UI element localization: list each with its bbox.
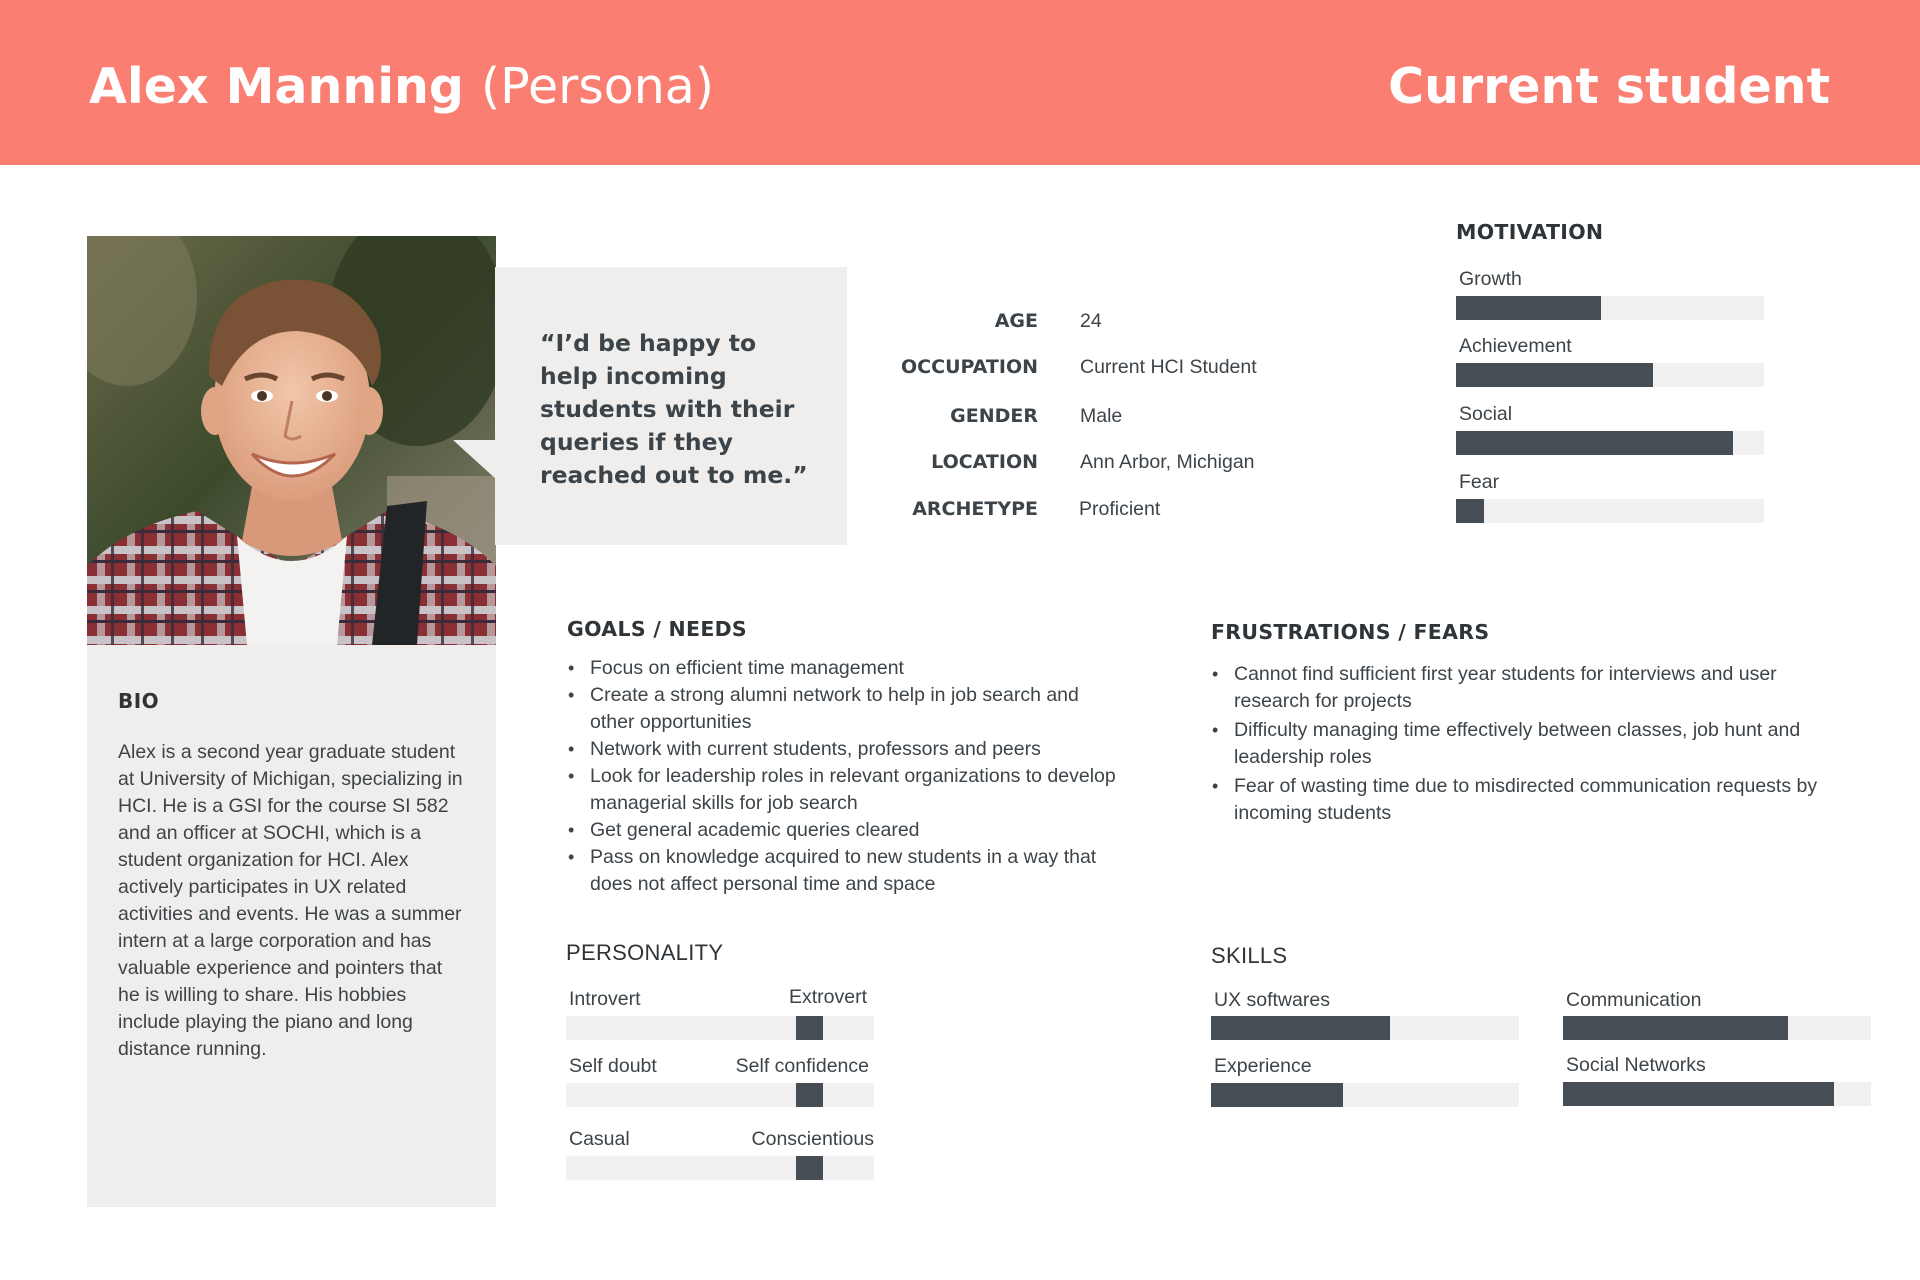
quote-text: “I’d be happy to help incoming students with their queries if they reached out to me.” [540, 329, 808, 489]
list-item: • Cannot find sufficient first year students for interviews and user research for projects [1211, 661, 1821, 715]
skill-bar-fill [1563, 1016, 1788, 1040]
quote-pointer [453, 440, 497, 480]
personality-marker [796, 1083, 823, 1107]
skill-bar [1211, 1083, 1519, 1107]
fact-label: LOCATION [931, 451, 1038, 473]
bio-text: Alex is a second year graduate student at University of Michigan, specializing in HCI. He is a GSI for the course SI 582 and an officer at SOCHI, which is a student organization for HCI. Alex actively participates in UX related activities and events. He was a summer intern at a large corporation and has valuable experience and pointers that he is willing to share. His hobbies include playing the piano and long distance running. [118, 741, 463, 1060]
skill-label: Social Networks [1566, 1054, 1706, 1076]
skill-bar [1211, 1016, 1519, 1040]
persona-name [89, 58, 714, 115]
list-item: • Fear of wasting time due to misdirected communication requests by incoming students [1211, 773, 1821, 827]
personality-slider [566, 1083, 874, 1107]
fact-value: Ann Arbor, Michigan [1080, 451, 1255, 473]
motivation-label: Social [1459, 403, 1513, 425]
skill-label: UX softwares [1214, 989, 1330, 1011]
list-item: • Create a strong alumni network to help in job search and other opportunities [567, 682, 1127, 736]
goals-title: GOALS / NEEDS [567, 617, 748, 641]
personality-left-label: Introvert [569, 988, 641, 1010]
list-item: • Pass on knowledge acquired to new students in a way that does not affect personal time and space [567, 844, 1127, 898]
motivation-bar-fill [1456, 296, 1601, 320]
fact-value: Male [1080, 405, 1123, 427]
fact-value: 24 [1080, 310, 1102, 332]
skill-bar [1563, 1082, 1871, 1106]
skills-title: SKILLS [1211, 943, 1288, 968]
skill-bar-fill [1211, 1083, 1343, 1107]
list-item: • Focus on efficient time management [567, 655, 1127, 682]
frustrations-title: FRUSTRATIONS / FEARS [1211, 620, 1490, 644]
motivation-label: Growth [1459, 268, 1522, 290]
fact-value: Current HCI Student [1080, 356, 1257, 378]
motivation-bar [1456, 363, 1764, 387]
bio-title: BIO [118, 689, 160, 713]
personality-right-label: Extrovert [788, 986, 867, 1008]
personality-right-label: Conscientious [751, 1128, 874, 1150]
skill-bar [1563, 1016, 1871, 1040]
motivation-bar-fill [1456, 431, 1733, 455]
goals-list [567, 655, 1127, 898]
bio-panel [87, 645, 496, 1207]
fact-value: Proficient [1079, 498, 1161, 520]
skill-bar-fill [1563, 1082, 1834, 1106]
list-item: • Look for leadership roles in relevant organizations to develop managerial skills for job search [567, 763, 1127, 817]
persona-role: Current student [1388, 58, 1830, 115]
list-item: • Difficulty managing time effectively between classes, job hunt and leadership roles [1211, 717, 1821, 771]
quote-box [495, 267, 847, 545]
personality-slider [566, 1016, 874, 1040]
motivation-bar [1456, 499, 1764, 523]
personality-title: PERSONALITY [566, 940, 724, 965]
list-item: • Network with current students, professors and peers [567, 736, 1127, 763]
motivation-bar-fill [1456, 499, 1484, 523]
personality-marker [796, 1016, 823, 1040]
skill-bar-fill [1211, 1016, 1390, 1040]
fact-label: GENDER [950, 405, 1038, 427]
fact-label: AGE [994, 310, 1038, 332]
header-banner [0, 0, 1920, 165]
motivation-bar [1456, 431, 1764, 455]
list-item: • Get general academic queries cleared [567, 817, 1127, 844]
skill-label: Experience [1214, 1055, 1312, 1077]
portrait-illustration [87, 236, 496, 645]
personality-marker [796, 1156, 823, 1180]
motivation-title: MOTIVATION [1456, 220, 1604, 244]
fact-label: ARCHETYPE [912, 498, 1038, 520]
fact-label: OCCUPATION [901, 356, 1038, 378]
personality-left-label: Casual [569, 1128, 630, 1150]
personality-left-label: Self doubt [569, 1055, 657, 1077]
portrait-photo [87, 236, 496, 645]
motivation-label: Fear [1459, 471, 1500, 493]
personality-right-label: Self confidence [735, 1055, 869, 1077]
motivation-bar [1456, 296, 1764, 320]
personality-slider [566, 1156, 874, 1180]
motivation-bar-fill [1456, 363, 1653, 387]
motivation-label: Achievement [1459, 335, 1572, 357]
persona-name-text: Alex Manning [89, 58, 464, 115]
frustrations-list [1211, 661, 1821, 827]
skill-label: Communication [1566, 989, 1702, 1011]
persona-tag: (Persona) [481, 58, 714, 115]
